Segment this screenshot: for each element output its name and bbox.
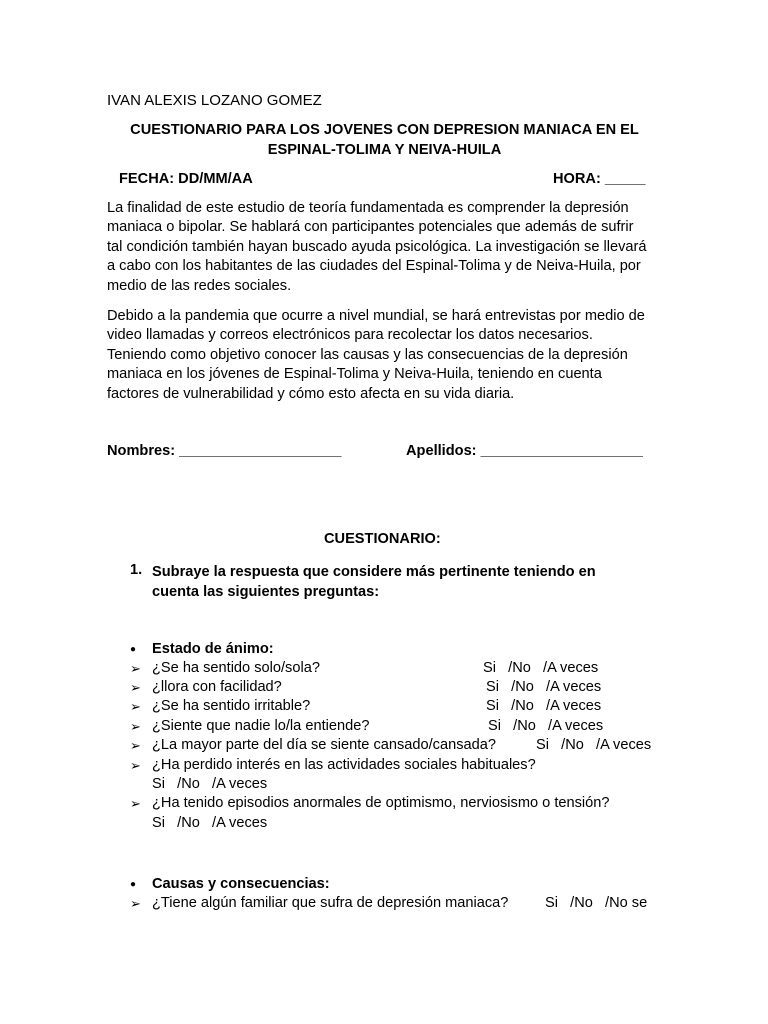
section-heading-mood: Estado de ánimo:	[152, 641, 274, 657]
question-answer-options[interactable]: Si /No /A veces	[152, 815, 268, 831]
question-text: ¿Ha tenido episodios anormales de optimismo, nerviosismo o tensión?	[152, 795, 610, 811]
question-answer-options[interactable]: Si /No /A veces	[483, 660, 599, 676]
intro-paragraph-2: Debido a la pandemia que ocurre a nivel mundial, se hará entrevistas por medio de video llamadas y correos electrónicos para recolectar los datos necesarios. Teniendo como objetivo conocer las causas y las consecuencias de la depresión maniaca en los jóvenes de Espinal-Tolima y Neiva-Huila, teniendo en cuenta factores de vulnerabilidad y cómo esto afecta en su vida diaria.	[107, 308, 645, 402]
question-answer-options[interactable]: Si /No /A veces	[486, 698, 602, 714]
instruction-number: 1.	[130, 562, 143, 578]
instruction-line-1: Subraye la respuesta que considere más pertinente teniendo en	[152, 564, 596, 580]
question-answer-options[interactable]: Si /No /A veces	[488, 718, 604, 734]
bullet-icon: ●	[130, 879, 137, 890]
instruction-line-2: cuenta las siguientes preguntas:	[152, 584, 380, 600]
last-names-field: Apellidos: ____________________	[406, 443, 643, 459]
document-title	[107, 120, 662, 160]
title-line-2: ESPINAL-TOLIMA Y NEIVA-HUILA	[267, 142, 502, 158]
question-text: ¿Siente que nadie lo/la entiende?	[152, 718, 370, 734]
arrow-bullet-icon: ➢	[130, 719, 141, 734]
questionnaire-heading: CUESTIONARIO:	[324, 531, 441, 547]
question-answer-options[interactable]: Si /No /No se	[545, 895, 648, 911]
question-answer-options[interactable]: Si /No /A veces	[152, 776, 268, 792]
question-text: ¿Se ha sentido irritable?	[152, 698, 311, 714]
title-line-1: CUESTIONARIO PARA LOS JOVENES CON DEPRESION MANIACA EN EL	[130, 122, 639, 138]
bullet-icon: ●	[130, 644, 137, 655]
question-answer-options[interactable]: Si /No /A veces	[536, 737, 652, 753]
intro-paragraph-1: La finalidad de este estudio de teoría fundamentada es comprender la depresión maniaca o bipolar. Se hablará con participantes potenciales que además de sufrir tal condición también hayan buscado ayuda psicológica. La investigación se llevará a cabo con los habitantes de las ciudades del Espinal-Tolima y de Neiva-Huila, por medio de las redes sociales.	[107, 200, 647, 294]
section-heading-causes: Causas y consecuencias:	[152, 876, 330, 892]
arrow-bullet-icon: ➢	[130, 758, 141, 773]
question-text: ¿Tiene algún familiar que sufra de depresión maniaca?	[152, 895, 509, 911]
question-text: ¿La mayor parte del día se siente cansado/cansada?	[152, 737, 496, 753]
question-text: ¿Se ha sentido solo/sola?	[152, 660, 320, 676]
first-names-field: Nombres: ____________________	[107, 443, 342, 459]
question-text: ¿llora con facilidad?	[152, 679, 282, 695]
arrow-bullet-icon: ➢	[130, 661, 141, 676]
instruction-text	[152, 562, 596, 602]
arrow-bullet-icon: ➢	[130, 738, 141, 753]
question-text: ¿Ha perdido interés en las actividades sociales habituales?	[152, 757, 536, 773]
author-name: IVAN ALEXIS LOZANO GOMEZ	[107, 92, 322, 109]
time-field: HORA: _____	[553, 171, 646, 187]
arrow-bullet-icon: ➢	[130, 796, 141, 811]
date-field: FECHA: DD/MM/AA	[119, 171, 253, 187]
arrow-bullet-icon: ➢	[130, 896, 141, 911]
arrow-bullet-icon: ➢	[130, 680, 141, 695]
arrow-bullet-icon: ➢	[130, 699, 141, 714]
question-answer-options[interactable]: Si /No /A veces	[486, 679, 602, 695]
